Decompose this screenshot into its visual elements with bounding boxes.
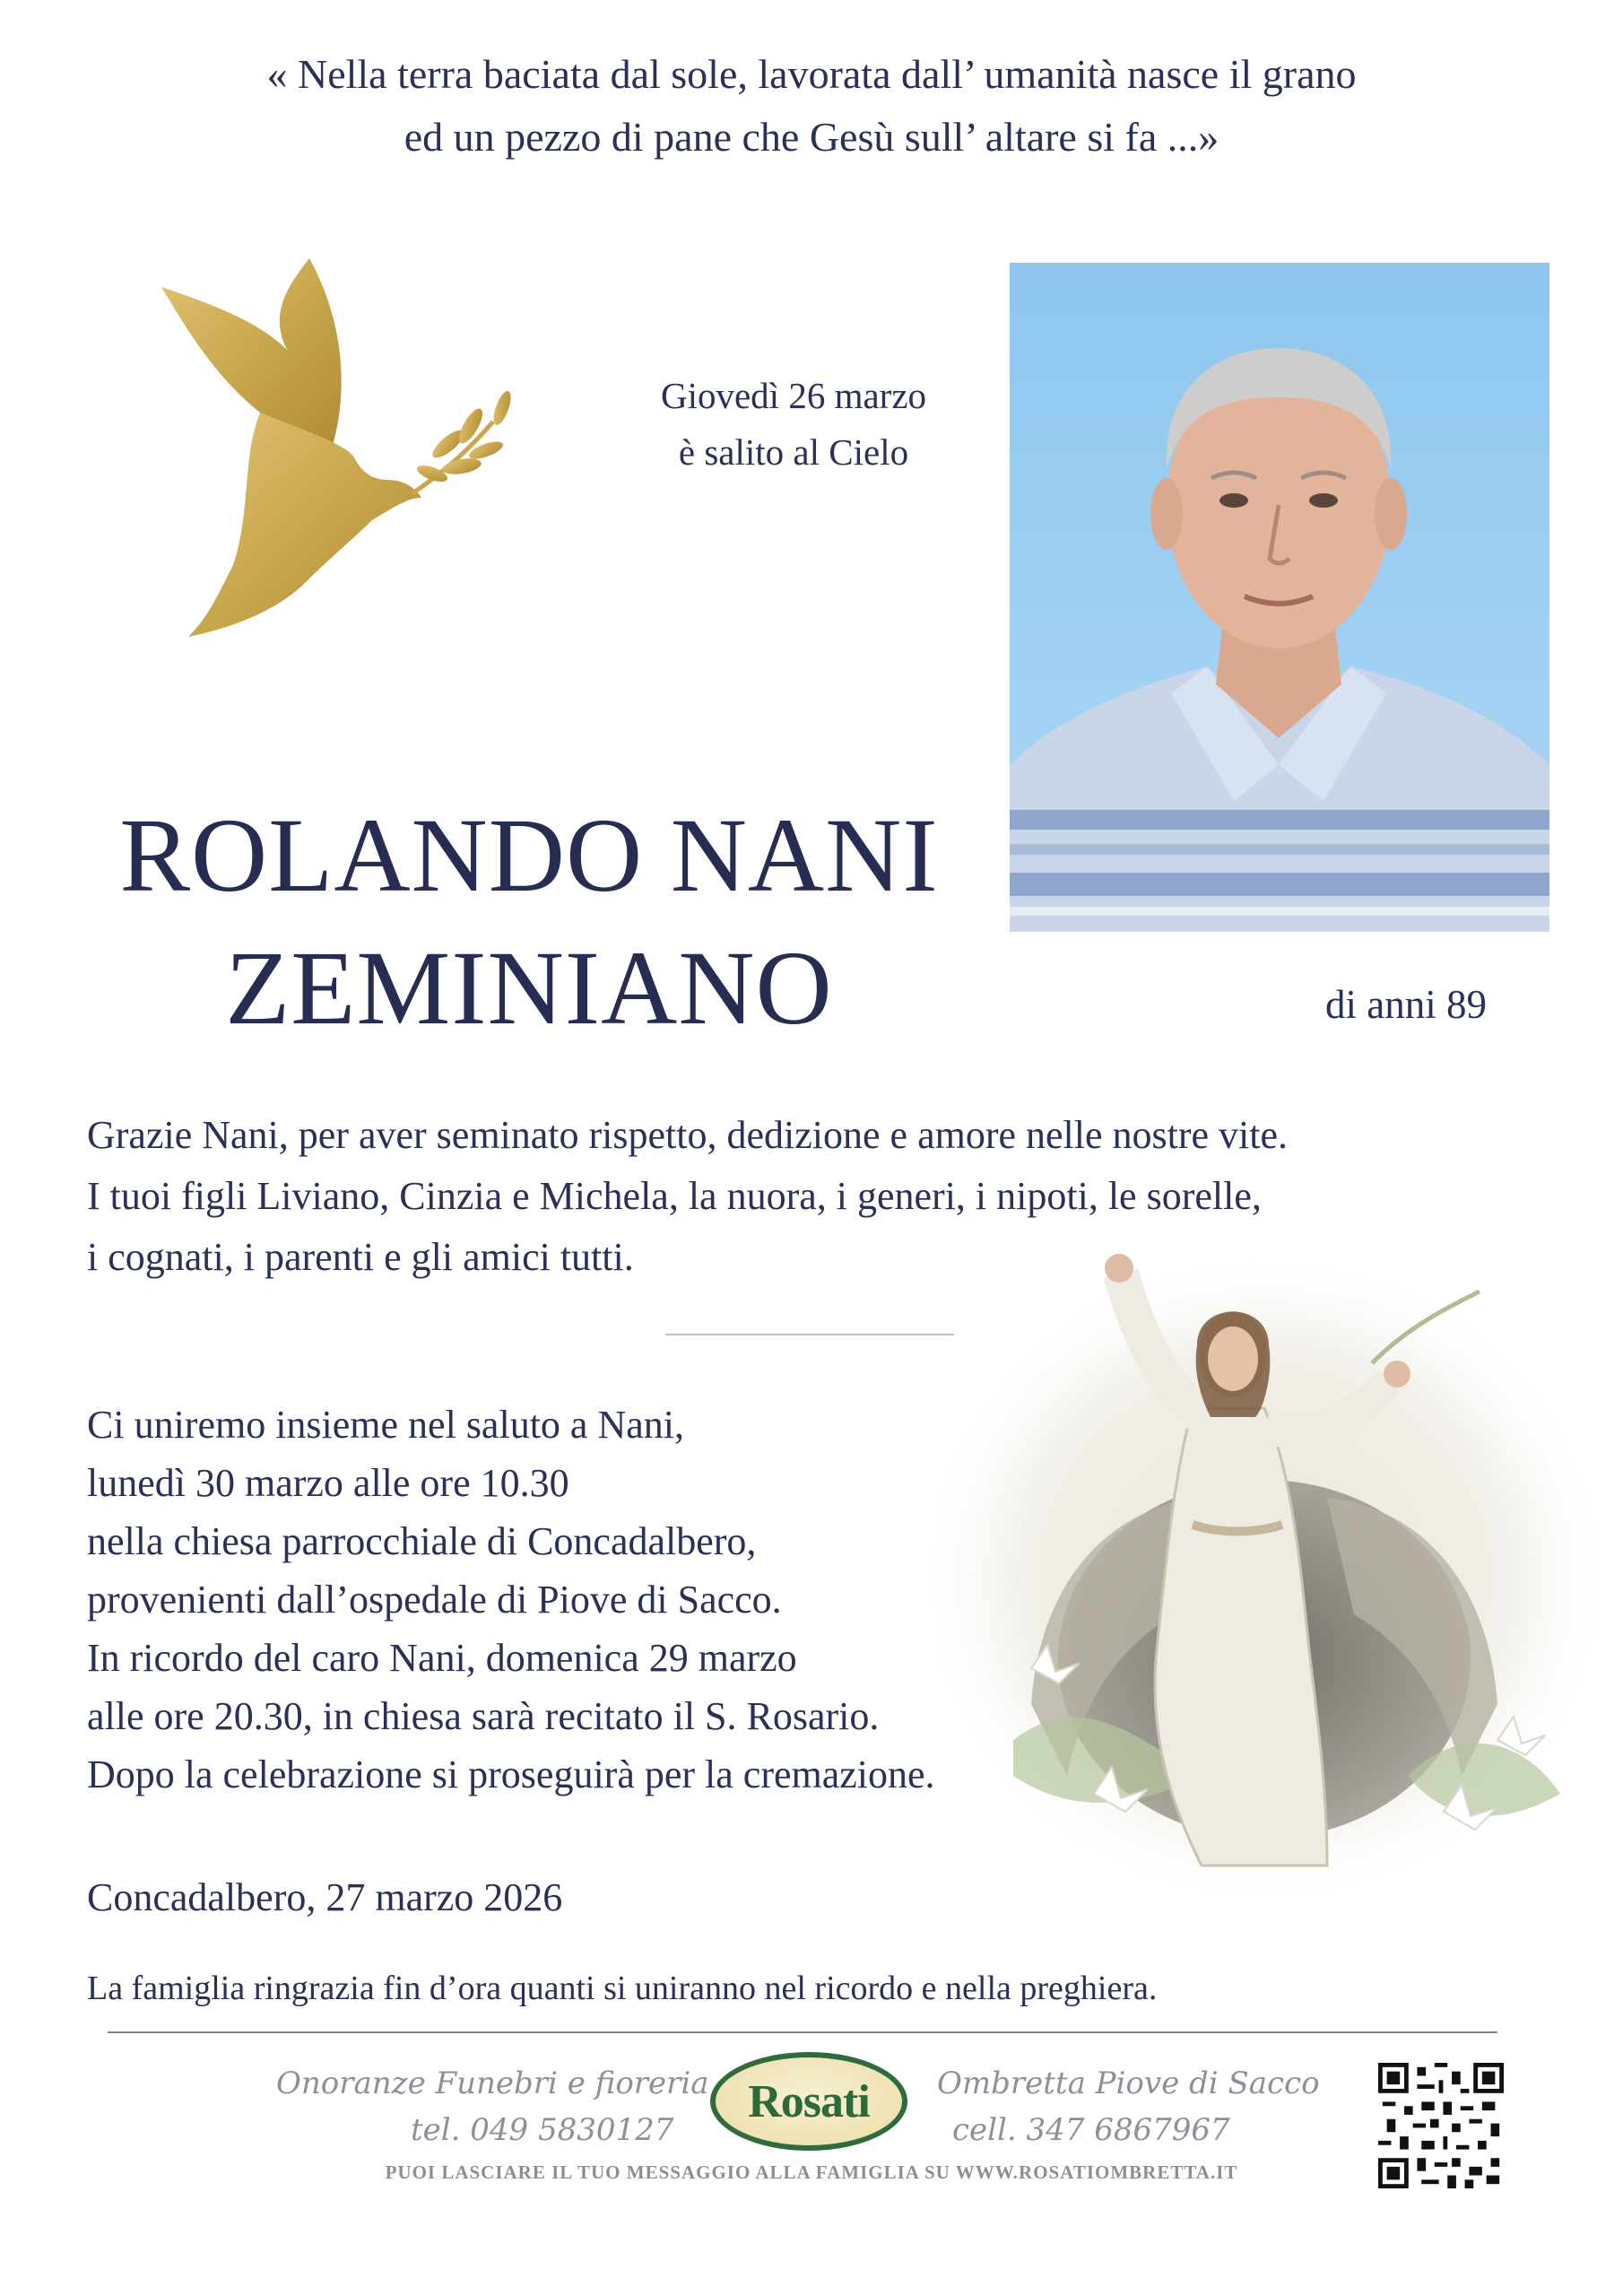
name-line-2: ZEMINIANO	[225, 929, 833, 1047]
thanks-line-3: i cognati, i parenti e gli amici tutti.	[87, 1235, 634, 1279]
funeral-home-phone: tel. 049 5830127	[411, 2112, 674, 2148]
funeral-line: lunedì 30 marzo alle ore 10.30	[87, 1461, 569, 1505]
announcement-date: Giovedì 26 marzo	[660, 375, 927, 416]
branch-name: Ombretta Piove di Sacco	[937, 2066, 1320, 2101]
funeral-line: Ci uniremo insieme nel saluto a Nani,	[87, 1403, 684, 1447]
portrait-illustration	[1010, 263, 1549, 932]
name-line-1: ROLANDO NANI	[119, 796, 939, 914]
logo-text: Rosati	[748, 2075, 870, 2127]
funeral-line: alle ore 20.30, in chiesa sarà recitato il S. Rosario.	[87, 1694, 880, 1738]
website-message-link[interactable]: PUOI LASCIARE IL TUO MESSAGGIO ALLA FAMIGLIA SU WWW.ROSATIOMBRETTA.IT	[385, 2161, 1238, 2183]
death-announcement	[502, 368, 1085, 481]
rosati-logo	[710, 2052, 907, 2151]
quote-line-2: ed un pezzo di pane che Gesù sull’ altare si fa ...»	[404, 114, 1219, 160]
announcement-text: è salito al Cielo	[678, 431, 909, 473]
funeral-line: In ricordo del caro Nani, domenica 29 marzo	[87, 1636, 797, 1680]
dove-icon	[152, 251, 529, 646]
funeral-line: provenienti dall’ospedale di Piove di Sacco.	[87, 1578, 782, 1622]
deceased-name	[54, 789, 1004, 1055]
family-thanks: La famiglia ringrazia fin d’ora quanti si uniranno nel ricordo e nella preghiera.	[87, 1970, 1158, 2007]
funeral-home-name: Onoranze Funebri e fioreria	[276, 2066, 709, 2101]
funeral-line: nella chiesa parrocchiale di Concadalbero,	[87, 1519, 757, 1563]
funeral-details	[87, 1396, 1163, 1804]
opening-quote	[0, 43, 1623, 169]
place-and-date: Concadalbero, 27 marzo 2026	[87, 1875, 563, 1919]
footer-divider	[108, 2031, 1497, 2033]
portrait-photo	[1010, 263, 1549, 932]
quote-line-1: « Nella terra baciata dal sole, lavorata dall’ umanità nasce il grano	[266, 51, 1357, 97]
thanks-line-2: I tuoi figli Liviano, Cinzia e Michela, la nuora, i generi, i nipoti, le sorelle,	[87, 1174, 1262, 1218]
deceased-age: di anni 89	[1325, 982, 1487, 1027]
branch-phone: cell. 347 6867967	[952, 2112, 1230, 2148]
thanks-line-1: Grazie Nani, per aver seminato rispetto, dedizione e amore nelle nostre vite.	[87, 1113, 1289, 1157]
funeral-line: Dopo la celebrazione si proseguirà per la cremazione.	[87, 1752, 935, 1796]
